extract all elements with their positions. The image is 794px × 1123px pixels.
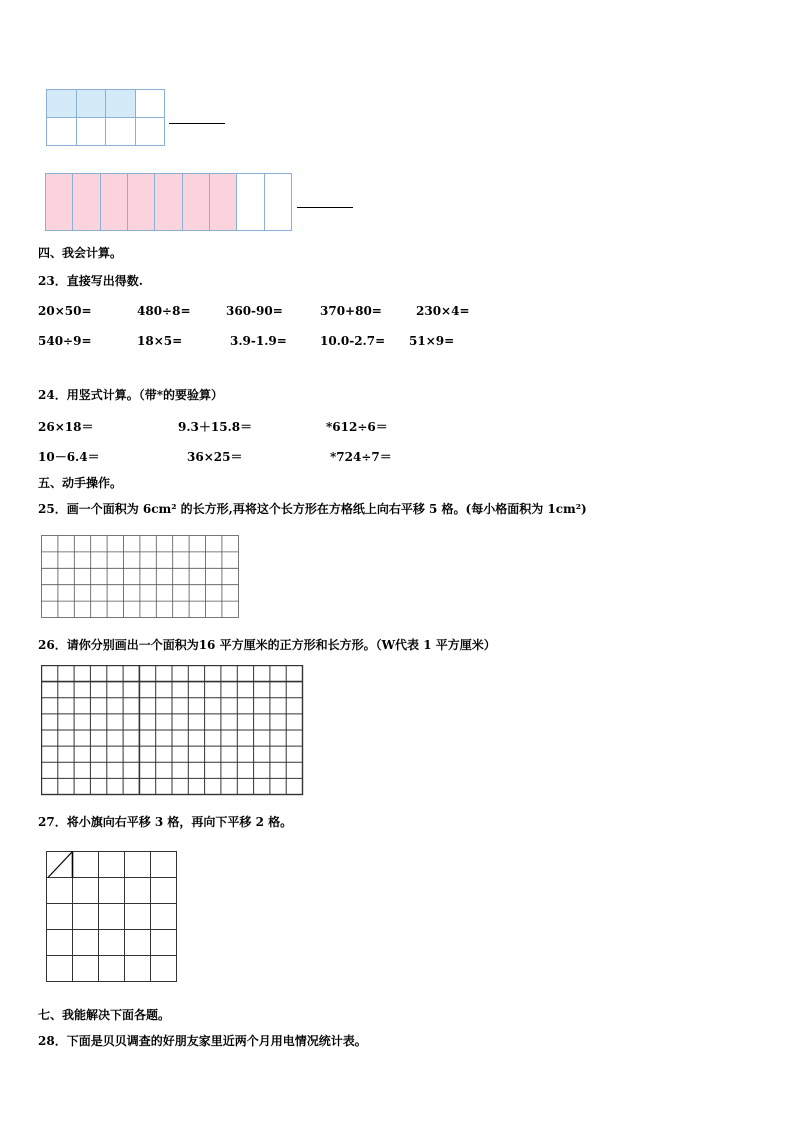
fraction-grid-blue (46, 89, 165, 146)
shaded-cell (46, 174, 73, 231)
empty-cell (106, 118, 136, 146)
section-heading: 四、我会计算。 (38, 246, 123, 260)
oral-problem: 20×50= (38, 304, 92, 318)
flag-icon (48, 852, 73, 878)
oral-problem: 230×4= (416, 304, 470, 318)
empty-cell (47, 118, 77, 146)
oral-problem: 51×9= (409, 334, 455, 348)
vertical-problem: 26×18＝ (38, 420, 94, 434)
shaded-cell (47, 90, 77, 118)
vertical-problem: *612÷6＝ (326, 420, 388, 434)
vertical-problem: *724÷7＝ (330, 450, 392, 464)
oral-problem: 18×5= (137, 334, 183, 348)
grid-paper-q26[interactable] (41, 665, 304, 796)
oral-problem: 360-90= (226, 304, 283, 318)
section-heading: 七、我能解决下面各题。 (38, 1008, 171, 1022)
shaded-cell (76, 90, 106, 118)
oral-problem: 10.0-2.7= (320, 334, 386, 348)
empty-cell (135, 90, 165, 118)
question-title: 25．画一个面积为 6cm² 的长方形,再将这个长方形在方格纸上向右平移 5 格。(每小格面积为 1cm²) (38, 502, 587, 516)
section-heading: 五、动手操作。 (38, 476, 123, 490)
vertical-problem: 36×25＝ (187, 450, 243, 464)
shaded-cell (127, 174, 154, 231)
shaded-cell (73, 174, 100, 231)
empty-cell (237, 174, 264, 231)
fraction-grid-pink (45, 173, 292, 231)
shaded-cell (155, 174, 182, 231)
oral-problem: 370+80= (320, 304, 382, 318)
answer-blank-pink[interactable] (297, 207, 353, 208)
answer-blank-blue[interactable] (169, 123, 225, 124)
empty-cell (76, 118, 106, 146)
vertical-problem: 10－6.4＝ (38, 450, 100, 464)
vertical-problem: 9.3＋15.8＝ (178, 420, 253, 434)
grid-paper-q25[interactable] (41, 535, 240, 619)
empty-cell (135, 118, 165, 146)
flag-grid-q27[interactable] (46, 851, 178, 983)
question-title: 24．用竖式计算。（带*的要验算） (38, 388, 223, 402)
oral-problem: 3.9-1.9= (230, 334, 287, 348)
question-title: 28．下面是贝贝调查的好朋友家里近两个月用电情况统计表。 (38, 1034, 367, 1048)
shaded-cell (106, 90, 136, 118)
question-title: 27．将小旗向右平移 3 格，再向下平移 2 格。 (38, 815, 293, 829)
oral-problem: 480÷8= (137, 304, 191, 318)
shaded-cell (100, 174, 127, 231)
shaded-cell (209, 174, 236, 231)
empty-cell (264, 174, 291, 231)
question-title: 23．直接写出得数. (38, 274, 143, 288)
oral-problem: 540÷9= (38, 334, 92, 348)
shaded-cell (182, 174, 209, 231)
question-title: 26．请你分别画出一个面积为16 平方厘米的正方形和长方形。（W代表 1 平方厘米） (38, 638, 496, 652)
